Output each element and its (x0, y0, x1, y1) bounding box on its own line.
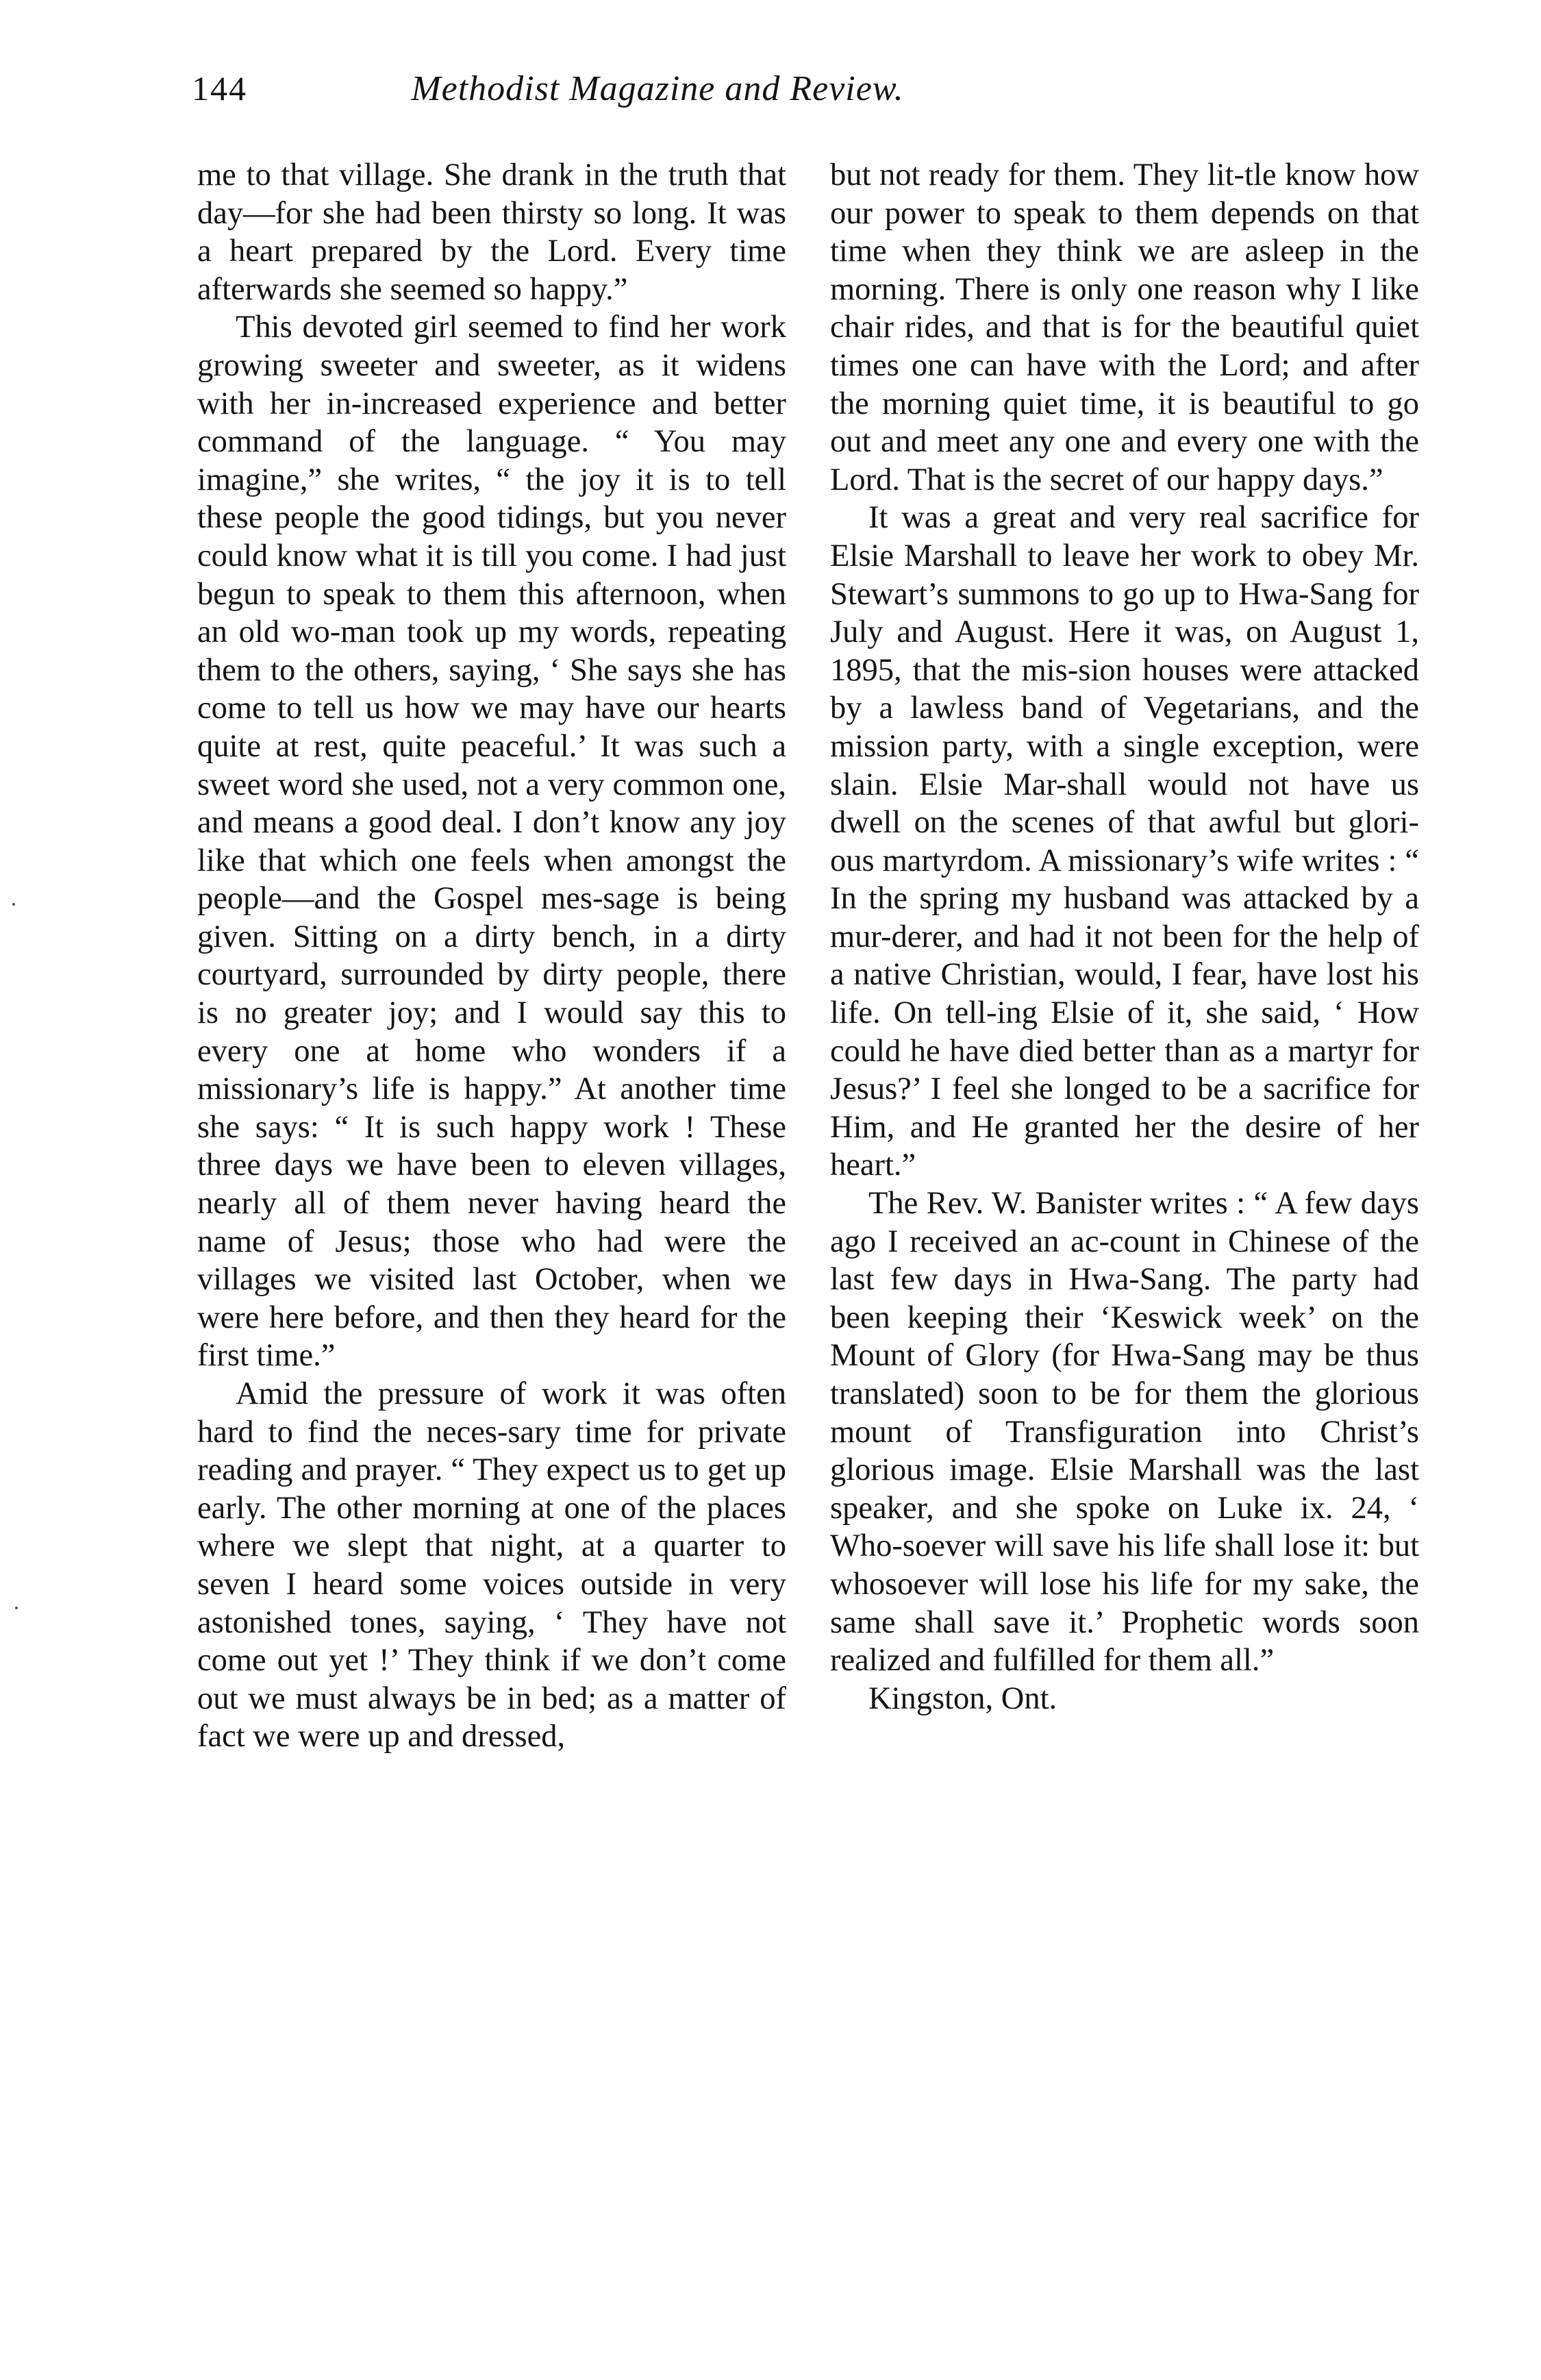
page-number: 144 (192, 69, 247, 108)
scan-speck (12, 903, 15, 906)
scan-speck (15, 1607, 18, 1609)
paragraph: but not ready for them. They lit-tle know how our power to speak to them depends on that time when they think we are asleep in the morning. There is only one reason why I like chair rides, and that is for the beautiful quiet times one can have with the Lord; and after the morning quiet time, it is beautiful to go out and meet any one and every one with the Lord. That is the secret of our happy days.” (830, 158, 1419, 497)
left-column (197, 156, 786, 1756)
paragraph: This devoted girl seemed to find her work growing sweeter and sweeter, as it widens with her in-increased experience and better command of the language. “ You may imagine,” she writes, “ the joy it is to tell these people the good tidings, but you never could know what it is till you come. I had just begun to speak to them this afternoon, when an old wo-man took up my words, repeating them to the others, saying, ‘ She says she has come to tell us how we may have our hearts quite at rest, quite peaceful.’ It was such a sweet word she used, not a very common one, and means a good deal. I don’t know any joy like that which one feels when amongst the people—and the Gospel mes-sage is being given. Sitting on a dirty bench, in a dirty courtyard, surrounded by dirty people, there is no greater joy; and I would say this to every one at home who wonders if a missionary’s life is happy.” At another time she says: “ It is such happy work ! These three days we have been to eleven villages, nearly all of them never having heard the name of Jesus; those who had were the villages we visited last October, when we were here before, and then they heard for the first time.” (197, 310, 786, 1374)
signature-location: Kingston, Ont. (868, 1681, 1057, 1716)
paragraph: It was a great and very real sacrifice for Elsie Marshall to leave her work to obey Mr. Stewart’s summons to go up to Hwa-Sang for July and August. Here it was, on August 1, 1895, that the mis-sion houses were attacked by a lawless band of Vegetarians, and the mission party, with a single exception, were slain. Elsie Mar-shall would not have us dwell on the scenes of that awful but glori-ous martyrdom. A missionary’s wife writes : “ In the spring my husband was attacked by a mur-derer, and had it not been for the help of a native Christian, would, I fear, have lost his life. On tell-ing Elsie of it, she said, ‘ How could he have died better than as a martyr for Jesus?’ I feel she longed to be a sacrifice for Him, and He granted her the desire of her heart.” (830, 500, 1419, 1183)
page-header (192, 69, 1123, 123)
running-title: Methodist Magazine and Review. (411, 69, 904, 108)
paragraph: me to that village. She drank in the truth that day—for she had been thirsty so long. It was a heart prepared by the Lord. Every time afterwards she seemed so happy.” (197, 158, 786, 307)
paragraph: The Rev. W. Banister writes : “ A few days ago I received an ac-count in Chinese of the last few days in Hwa-Sang. The party had been keeping their ‘Keswick week’ on the Mount of Glory (for Hwa-Sang may be thus translated) soon to be for them the glorious mount of Transfiguration into Christ’s glorious image. Elsie Marshall was the last speaker, and she spoke on Luke ix. 24, ‘ Who-soever will save his life shall lose it: but whosoever will lose his life for my sake, the same shall save it.’ Prophetic words soon realized and fulfilled for them all.” (830, 1186, 1419, 1678)
right-column (830, 156, 1419, 1718)
paragraph: Amid the pressure of work it was often hard to find the neces-sary time for private reading and prayer. “ They expect us to get up early. The other morning at one of the places where we slept that night, at a quarter to seven I heard some voices outside in very astonished tones, saying, ‘ They have not come out yet !’ They think if we don’t come out we must always be in bed; as a matter of fact we were up and dressed, (197, 1376, 786, 1755)
